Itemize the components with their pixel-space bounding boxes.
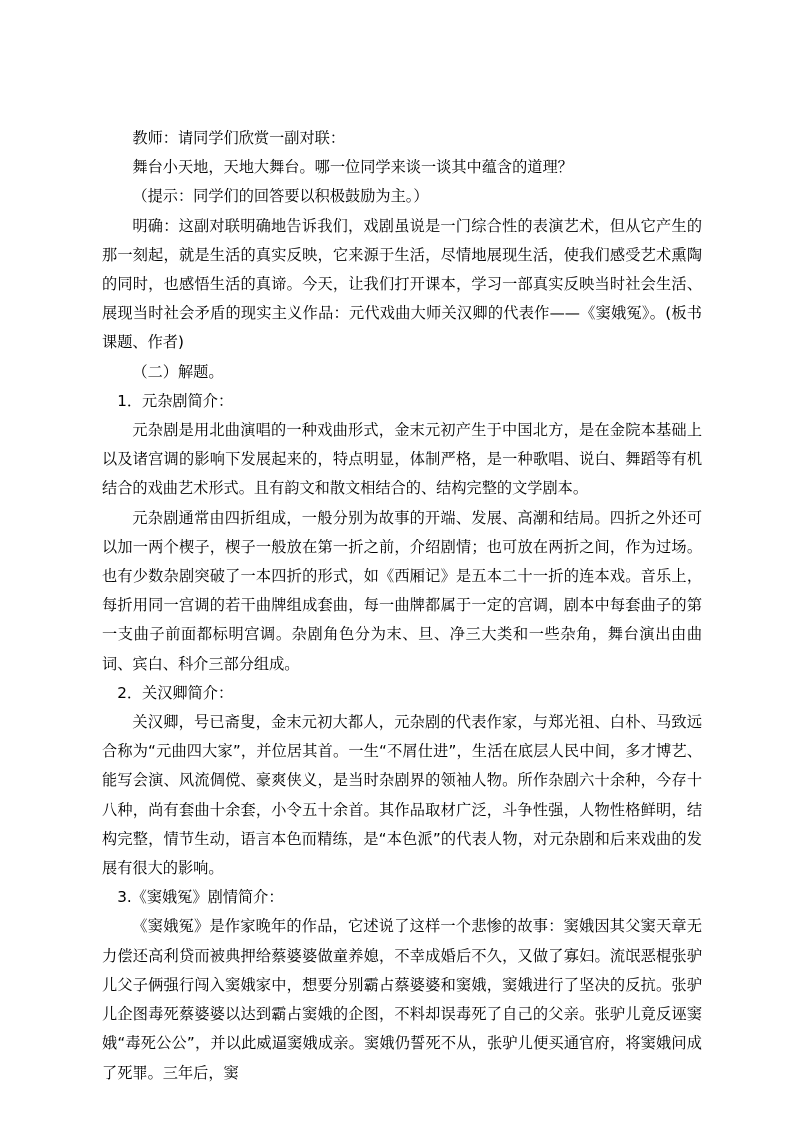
paragraph-yuan-zaju-definition: 元杂剧是用北曲演唱的一种戏曲形式，金末元初产生于中国北方，是在金院本基础上以及诸宫调的影响下发展起来的，特点明显，体制严格，是一种歌唱、说白、舞蹈等有机结合的戏曲艺术形式。且有韵文和散文相结合的、结构完整的文学剧本。 (102, 421, 702, 498)
paragraph-hint: （提示：同学们的回答要以积极鼓励为主。） (132, 187, 429, 206)
subheading-plot: 3.《窦娥冤》剧情简介： (117, 888, 284, 907)
document-body (102, 124, 702, 1088)
paragraph-plot-summary: 《窦娥冤》是作家晚年的作品，它述说了这样一个悲惨的故事：窦娥因其父窦天章无力偿还高利贷而被典押给蔡婆婆做童养媳，不幸成婚后不久，又做了寡妇。流氓恶棍张驴儿父子俩强行闯入窦娥家中，想要分别霸占蔡婆婆和窦娥，窦娥进行了坚决的反抗。张驴儿企图毒死蔡婆婆以达到霸占窦娥的企图，不料却误毒死了自己的父亲。张驴儿竟反诬窦娥“毒死公公”，并以此威逼窦娥成亲。窦娥仍誓死不从，张驴儿便买通官府，将窦娥问成了死罪。三年后，窦 (102, 917, 702, 1082)
paragraph-guan-hanqing-bio: 关汉卿，号已斋叟，金末元初大都人，元杂剧的代表作家，与郑光祖、白朴、马致远合称为“元曲四大家”，并位居其首。一生“不屑仕进”，生活在底层人民中间，多才博艺、能写会演、风流倜傥、豪爽侠义，是当时杂剧界的领袖人物。所作杂剧六十余种，今存十八种，尚有套曲十余套，小令五十余首。其作品取材广泛，斗争性强，人物性格鲜明，结构完整，情节生动，语言本色而精练，是“本色派”的代表人物，对元杂剧和后来戏曲的发展有很大的影响。 (102, 713, 702, 878)
paragraph-clarification: 明确：这副对联明确地告诉我们，戏剧虽说是一门综合性的表演艺术，但从它产生的那一刻起，就是生活的真实反映，它来源于生活，尽情地展现生活，使我们感受艺术熏陶的同时，也感悟生活的真谛。今天，让我们打开课本，学习一部真实反映当时社会生活、展现当时社会矛盾的现实主义作品：元代戏曲大师关汉卿的代表作——《窦娥冤》。(板书课题、作者) (102, 216, 702, 352)
paragraph-couplet-question: 舞台小天地，天地大舞台。哪一位同学来谈一谈其中蕴含的道理？ (132, 158, 573, 177)
subheading-guan-hanqing: 2．关汉卿简介： (117, 683, 234, 702)
paragraph-yuan-zaju-structure: 元杂剧通常由四折组成，一般分别为故事的开端、发展、高潮和结局。四折之外还可以加一两个楔子，楔子一般放在第一折之前，介绍剧情；也可放在两折之间，作为过场。也有少数杂剧突破了一本四折的形式，如《西厢记》是五本二十一折的连本戏。音乐上，每折用同一宫调的若干曲牌组成套曲，每一曲牌都属于一定的宫调，剧本中每套曲子的第一支曲子前面都标明宫调。杂剧角色分为末、旦、净三大类和一些杂角，舞台演出由曲词、宾白、科介三部分组成。 (102, 508, 702, 673)
paragraph-teacher-prompt: 教师：请同学们欣赏一副对联： (132, 129, 346, 147)
subheading-yuan-zaju: 1．元杂剧简介： (117, 391, 234, 410)
section-heading-jieti: （二）解题。 (132, 362, 224, 381)
